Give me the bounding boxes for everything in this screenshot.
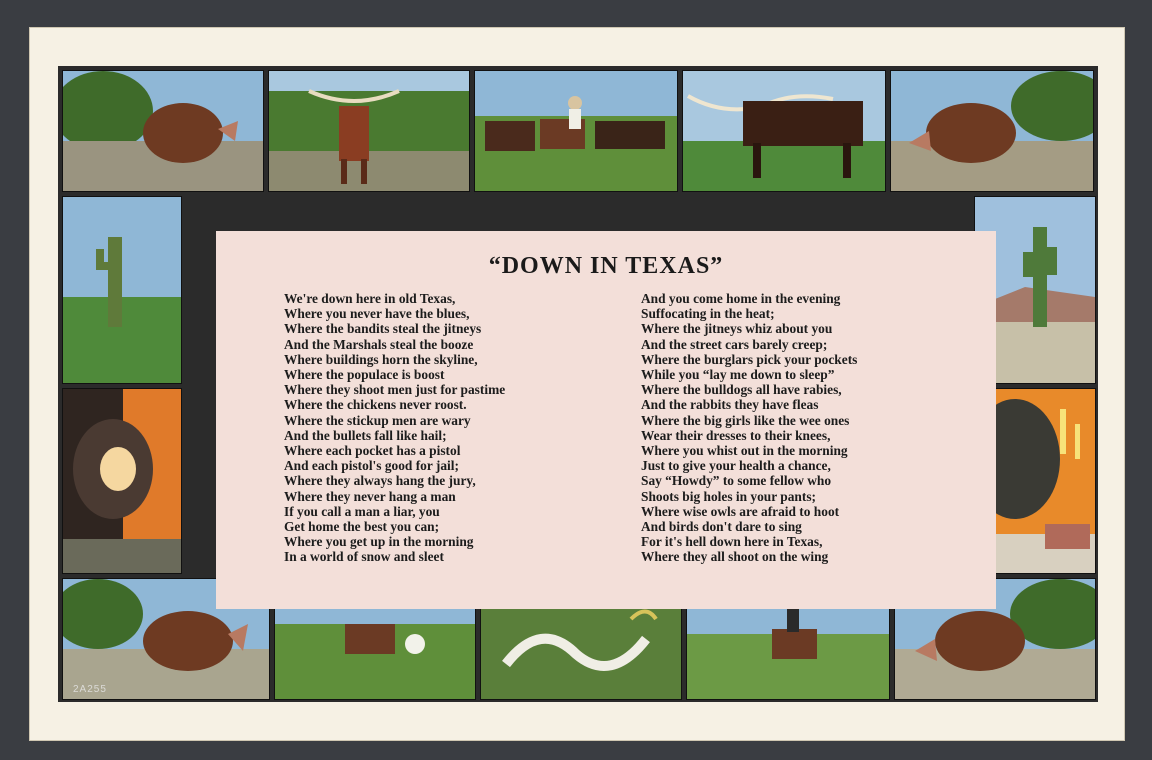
poem-line: Where each pocket has a pistol [284, 443, 461, 459]
poem-line: Suffocating in the heat; [641, 306, 775, 322]
poem-line: Where the big girls like the wee ones [641, 412, 850, 428]
poem-line: Wear their dresses to their knees, [641, 427, 831, 443]
poem-line: And birds don't dare to sing [641, 519, 802, 535]
longhorn-side-image [683, 71, 885, 191]
poem-line: While you “lay me down to sleep” [641, 367, 835, 383]
card-code: 2A255 [73, 684, 107, 695]
cactus-left-image [63, 197, 181, 383]
poem-line: Where the bandits steal the jitneys [284, 321, 482, 337]
poem-line: And the Marshals steal the booze [284, 336, 474, 352]
tile-longhorn-side [682, 70, 886, 192]
poem-right-column [641, 291, 857, 565]
armadillo-top-left-image [63, 71, 263, 191]
poem-line: Where you get up in the morning [284, 534, 474, 550]
poem-line: And each pistol's good for jail; [284, 458, 459, 474]
poem-line: Where buildings horn the skyline, [284, 351, 478, 367]
poem-line: Get home the best you can; [284, 519, 440, 535]
poem-line: And you come home in the evening [641, 291, 841, 306]
poem-line: Where the populace is boost [284, 367, 445, 383]
poem-line: Where the chickens never roost. [284, 397, 467, 413]
poem-line: Where you never have the blues, [284, 306, 470, 322]
postcard-frame [58, 66, 1098, 702]
poem-line: Where they never hang a man [284, 488, 456, 504]
poem-line: If you call a man a liar, you [284, 503, 440, 519]
tile-oil-fire-left [62, 388, 182, 574]
poem-line: Where the jitneys whiz about you [641, 321, 833, 337]
poem-line: Where they always hang the jury, [284, 473, 476, 489]
poem-line: And the rabbits they have fleas [641, 397, 819, 413]
poem-title: “DOWN IN TEXAS” [488, 253, 724, 279]
poem-line: For it's hell down here in Texas, [641, 534, 823, 550]
tile-cactus-left [62, 196, 182, 384]
poem-line: Where they shoot men just for pastime [284, 382, 506, 398]
poem-line: Just to give your health a chance, [641, 458, 831, 474]
poem-line: Where wise owls are afraid to hoot [641, 503, 840, 519]
poem-left-column [284, 291, 505, 565]
poem-line: In a world of snow and sleet [284, 549, 444, 565]
poem-line: Shoots big holes in your pants; [641, 488, 816, 504]
poem-line: Where the bulldogs all have rabies, [641, 382, 842, 398]
poem-line: Where the burglars pick your pockets [641, 351, 858, 367]
poem-line: And the street cars barely creep; [641, 336, 828, 352]
armadillo-top-right-image [891, 71, 1093, 191]
cattle-herd-image [475, 71, 677, 191]
poem-line: Where they all shoot on the wing [641, 549, 829, 565]
poem-line: We're down here in old Texas, [284, 291, 456, 306]
tile-cattle-herd [474, 70, 678, 192]
poem-line: Where the stickup men are wary [284, 412, 471, 428]
poem-line: Say “Howdy” to some fellow who [641, 473, 832, 489]
poem-line: Where you whist out in the morning [641, 443, 848, 459]
longhorn-front-image [269, 71, 469, 191]
postcard [30, 28, 1124, 740]
tile-longhorn-front [268, 70, 470, 192]
tile-armadillo-top-right [890, 70, 1094, 192]
poem-panel [216, 231, 996, 609]
tile-armadillo-top-left [62, 70, 264, 192]
oil-fire-left-image [63, 389, 181, 573]
poem-line: And the bullets fall like hail; [284, 427, 447, 443]
